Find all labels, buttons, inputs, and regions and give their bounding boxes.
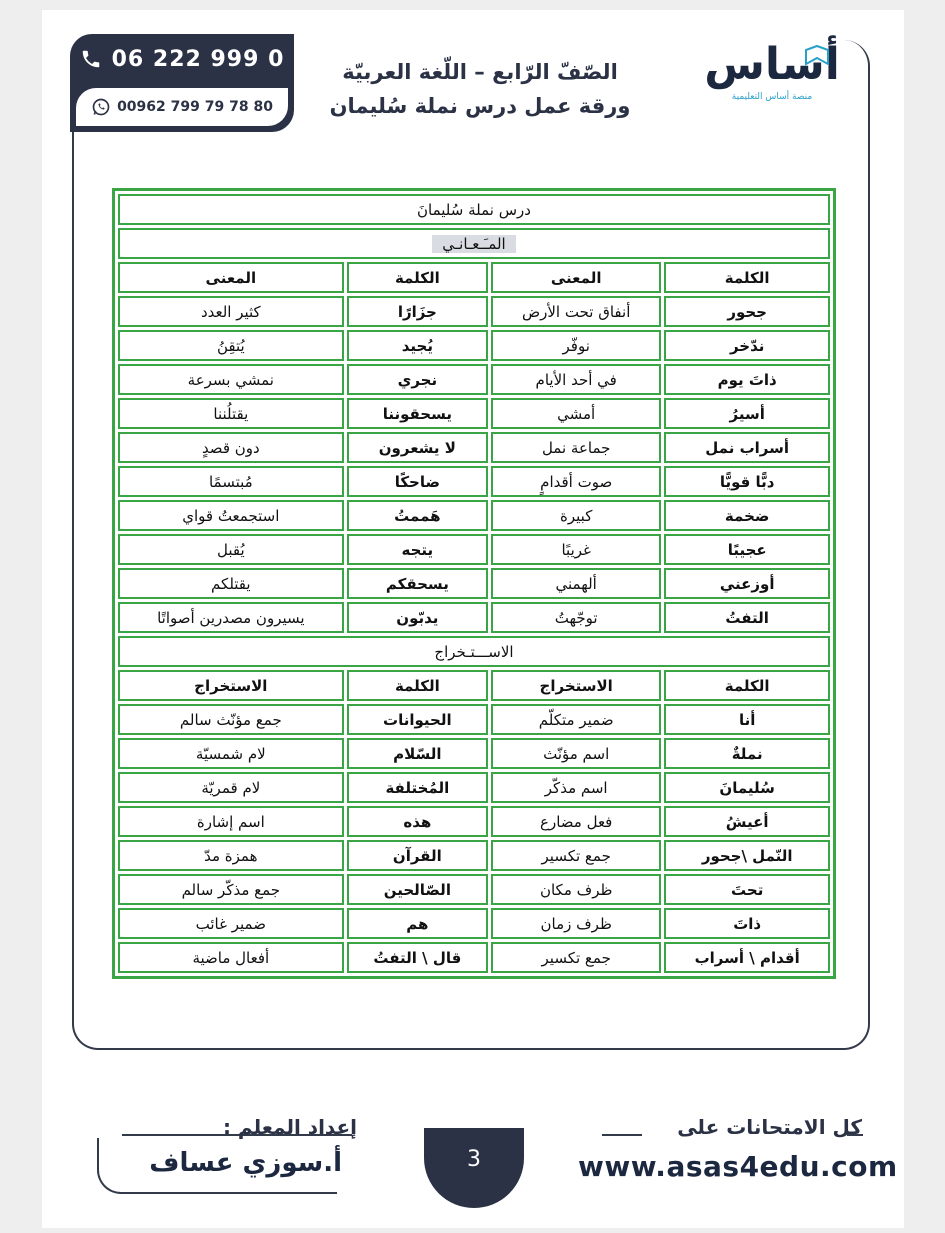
extraction-cell: لام قمريّة: [118, 772, 344, 803]
header-title: [300, 34, 660, 132]
column-header: الكلمة: [664, 262, 830, 293]
contact-box: [70, 34, 294, 132]
word-cell: يسحقوننا: [347, 398, 488, 429]
extraction-section-row: [118, 636, 830, 667]
word-cell: لا يشعرون: [347, 432, 488, 463]
word-cell: ذاتَ: [664, 908, 830, 939]
whatsapp-row: [76, 88, 288, 126]
extraction-row: [118, 772, 830, 803]
meaning-cell: غريبًا: [491, 534, 661, 565]
word-cell: يُجيد: [347, 330, 488, 361]
meaning-cell: في أحد الأيام: [491, 364, 661, 395]
meaning-cell: يسيرون مصدرين أصواتًا: [118, 602, 344, 633]
extraction-cell: لام شمسيّة: [118, 738, 344, 769]
column-header: الكلمة: [347, 262, 488, 293]
extraction-cell: اسم مذكّر: [491, 772, 661, 803]
meanings-section-label: المـَـعـانـي: [432, 235, 515, 253]
meanings-section-row: [118, 228, 830, 259]
word-cell: هم: [347, 908, 488, 939]
meaning-row: [118, 432, 830, 463]
word-cell: ضاحكًا: [347, 466, 488, 497]
meaning-row: [118, 500, 830, 531]
meaning-row: [118, 466, 830, 497]
extraction-cell: اسم مؤنّث: [491, 738, 661, 769]
extraction-cell: ظرف مكان: [491, 874, 661, 905]
meaning-cell: ألهمني: [491, 568, 661, 599]
meaning-cell: أمشي: [491, 398, 661, 429]
extraction-row: [118, 840, 830, 871]
column-header: المعنى: [118, 262, 344, 293]
word-cell: السّلام: [347, 738, 488, 769]
word-cell: أسيرُ: [664, 398, 830, 429]
word-cell: تحتَ: [664, 874, 830, 905]
word-cell: أنا: [664, 704, 830, 735]
extraction-cell: اسم إشارة: [118, 806, 344, 837]
meanings-section: [118, 228, 830, 259]
meaning-cell: استجمعتُ قواي: [118, 500, 344, 531]
logo-subtitle: منصة أساس التعليمية: [731, 92, 813, 102]
meaning-cell: يُتقِنُ: [118, 330, 344, 361]
worksheet-table: [112, 188, 836, 979]
column-header: الكلمة: [347, 670, 488, 701]
meaning-cell: يقتلكم: [118, 568, 344, 599]
word-cell: يتجه: [347, 534, 488, 565]
word-cell: سُليمانَ: [664, 772, 830, 803]
meaning-row: [118, 534, 830, 565]
meaning-cell: كبيرة: [491, 500, 661, 531]
meaning-cell: يقتلُننا: [118, 398, 344, 429]
word-cell: هَممتُ: [347, 500, 488, 531]
word-cell: جحور: [664, 296, 830, 327]
word-cell: نملةٌ: [664, 738, 830, 769]
prepared-by-label: إعداد المعلم :: [222, 1115, 357, 1139]
extraction-row: [118, 942, 830, 973]
meaning-cell: توجّهتُ: [491, 602, 661, 633]
extraction-cell: أفعال ماضية: [118, 942, 344, 973]
extraction-cell: ضمير متكلّم: [491, 704, 661, 735]
word-cell: نجري: [347, 364, 488, 395]
column-header: الاستخراج: [118, 670, 344, 701]
word-cell: التفتُ: [664, 602, 830, 633]
word-cell: ذاتَ يوم: [664, 364, 830, 395]
extraction-row: [118, 874, 830, 905]
column-header: الاستخراج: [491, 670, 661, 701]
meaning-cell: صوت أقدامٍ: [491, 466, 661, 497]
teacher-name: أ.سوزي عساف: [149, 1148, 342, 1178]
word-cell: أسراب نمل: [664, 432, 830, 463]
extraction-cell: ضمير غائب: [118, 908, 344, 939]
whatsapp-number: 00962 799 79 78 80: [117, 99, 273, 115]
word-cell: يدبّون: [347, 602, 488, 633]
extraction-row: [118, 704, 830, 735]
footer-divider-right: [602, 1134, 642, 1136]
extraction-row: [118, 908, 830, 939]
worksheet-page: [42, 10, 904, 1228]
meaning-row: [118, 398, 830, 429]
phone-number: 06 222 999 0: [111, 46, 285, 72]
extraction-cell: جمع مذكّر سالم: [118, 874, 344, 905]
word-cell: قال \ التفتُ: [347, 942, 488, 973]
whatsapp-icon: [91, 97, 111, 117]
title-row: [118, 194, 830, 225]
extraction-cell: جمع مؤنّث سالم: [118, 704, 344, 735]
extraction-cell: همزة مدّ: [118, 840, 344, 871]
word-cell: أعيشُ: [664, 806, 830, 837]
logo-text: أساس: [704, 39, 840, 90]
website-link[interactable]: www.asas4edu.com: [578, 1150, 898, 1183]
meaning-cell: يُقبل: [118, 534, 344, 565]
worksheet-title: ورقة عمل درس نملة سُليمان: [329, 94, 631, 118]
meaning-cell: نوفّر: [491, 330, 661, 361]
extraction-cell: فعل مضارع: [491, 806, 661, 837]
lesson-title: درس نملة سُليمانَ: [118, 194, 830, 225]
word-cell: الصّالحين: [347, 874, 488, 905]
meaning-row: [118, 364, 830, 395]
word-cell: هذه: [347, 806, 488, 837]
word-cell: دبًّا قويًّا: [664, 466, 830, 497]
word-cell: النّمل \جحور: [664, 840, 830, 871]
word-cell: ندّخر: [664, 330, 830, 361]
asas-logo: [692, 38, 852, 118]
extraction-row: [118, 806, 830, 837]
extraction-cell: ظرف زمان: [491, 908, 661, 939]
meaning-row: [118, 296, 830, 327]
meaning-cell: كثير العدد: [118, 296, 344, 327]
word-cell: المُختلفة: [347, 772, 488, 803]
word-cell: أقدام \ أسراب: [664, 942, 830, 973]
grade-subject-title: الصّفّ الرّابع – اللّغة العربيّة: [342, 60, 618, 84]
meanings-header-row: [118, 262, 830, 293]
word-cell: عجيبًا: [664, 534, 830, 565]
all-exams-label: كل الامتحانات على: [677, 1115, 862, 1139]
word-cell: أوزعني: [664, 568, 830, 599]
word-cell: القرآن: [347, 840, 488, 871]
meaning-cell: دون قصدٍ: [118, 432, 344, 463]
page-number: 3: [424, 1128, 524, 1208]
book-icon: [804, 44, 830, 68]
extraction-row: [118, 738, 830, 769]
phone-row: [70, 34, 294, 84]
meaning-cell: جماعة نمل: [491, 432, 661, 463]
meaning-cell: نمشي بسرعة: [118, 364, 344, 395]
word-cell: ضخمة: [664, 500, 830, 531]
meaning-cell: أنفاق تحت الأرض: [491, 296, 661, 327]
phone-icon: [80, 48, 102, 70]
extraction-cell: جمع تكسير: [491, 942, 661, 973]
meaning-row: [118, 330, 830, 361]
word-cell: جزَارًا: [347, 296, 488, 327]
extraction-cell: جمع تكسير: [491, 840, 661, 871]
word-cell: يسحقكم: [347, 568, 488, 599]
column-header: المعنى: [491, 262, 661, 293]
meaning-row: [118, 602, 830, 633]
meaning-cell: مُبتسمًا: [118, 466, 344, 497]
extraction-section: [118, 636, 830, 667]
extraction-header-row: [118, 670, 830, 701]
word-cell: الحيوانات: [347, 704, 488, 735]
meaning-row: [118, 568, 830, 599]
column-header: الكلمة: [664, 670, 830, 701]
extraction-section-label: الاســـتـخراج: [434, 642, 514, 661]
